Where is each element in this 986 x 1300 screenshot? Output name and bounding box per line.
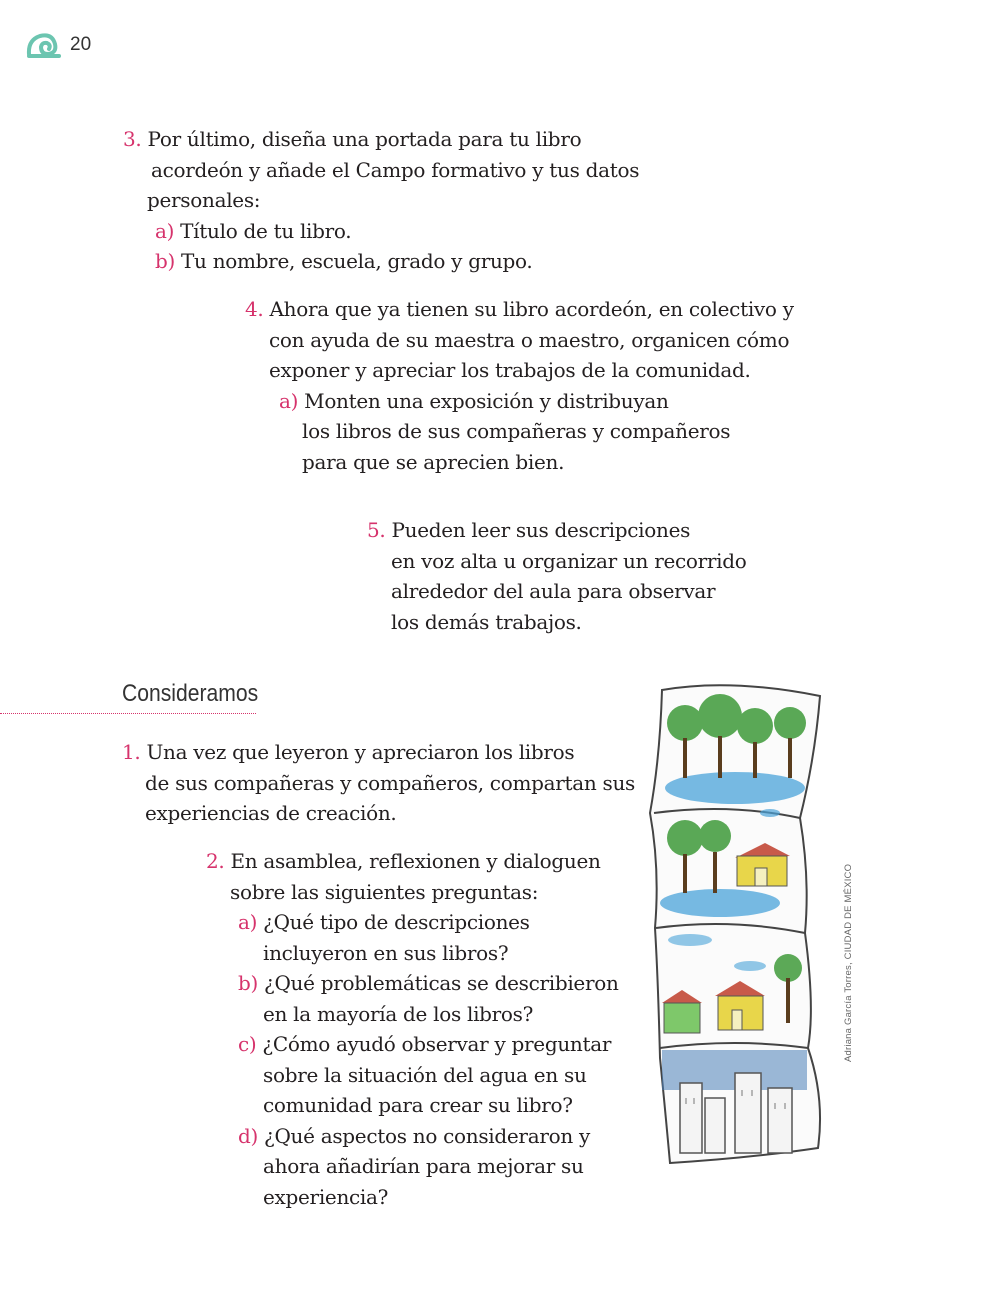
section-heading: Consideramos (122, 680, 259, 707)
item-number: 1. (122, 740, 141, 764)
sub-label: c) (238, 1032, 257, 1056)
text-line: ahora añadirían para mejorar su (263, 1154, 584, 1178)
page-number: 20 (70, 34, 92, 55)
sub-label: a) (279, 388, 299, 413)
heading-underline (0, 713, 256, 714)
instruction-item-5 (367, 515, 747, 637)
sub-label: a) (238, 910, 258, 934)
text-line: experiencia? (263, 1184, 389, 1209)
text-line: incluyeron en sus libros? (263, 940, 509, 965)
text-line: personales: (147, 188, 261, 212)
text-line: sobre las siguientes preguntas: (230, 879, 539, 904)
text-line: exponer y apreciar los trabajos de la comunidad. (269, 358, 751, 382)
sub-label: b) (238, 971, 259, 995)
sub-label: d) (238, 1123, 259, 1148)
text-line: para que se aprecien bien. (302, 449, 565, 474)
text-line: ¿Qué aspectos no consideraron y (264, 1123, 590, 1148)
text-line: en la mayoría de los libros? (263, 1001, 534, 1026)
illustration-credit: Adriana García Torres, CIUDAD DE MÉXICO (843, 863, 854, 1062)
text-line: Ahora que ya tienen su libro acordeón, en colectivo y (269, 297, 794, 321)
text-line: Tu nombre, escuela, grado y grupo. (181, 249, 533, 273)
text-line: experiencias de creación. (145, 801, 397, 825)
text-line: de sus compañeras y compañeros, compartan sus (145, 770, 636, 795)
text-line: sobre la situación del agua en su (263, 1062, 587, 1087)
text-line: Una vez que leyeron y apreciaron los libros (146, 740, 575, 764)
consideramos-item-2 (206, 846, 619, 1212)
text-line: ¿Qué tipo de descripciones (263, 910, 530, 934)
text-line: Título de tu libro. (180, 218, 352, 243)
item-number: 3. (123, 127, 142, 151)
text-line: En asamblea, reflexionen y dialoguen (230, 849, 601, 873)
instruction-item-4 (245, 294, 794, 477)
text-line: ¿Qué problemáticas se describieron (264, 971, 619, 995)
instruction-item-3 (123, 124, 639, 277)
text-line: alrededor del aula para observar (391, 579, 716, 603)
text-line: acordeón y añade el Campo formativo y tus datos (151, 157, 640, 182)
text-line: Pueden leer sus descripciones (391, 518, 691, 542)
accordion-book-drawing (640, 678, 840, 1178)
text-line: Por último, diseña una portada para tu libro (147, 127, 582, 151)
item-number: 5. (367, 518, 386, 542)
item-number: 2. (206, 849, 225, 873)
sub-label: b) (155, 249, 176, 273)
sub-label: a) (155, 218, 175, 243)
text-line: los libros de sus compañeras y compañeros (302, 419, 731, 443)
text-line: los demás trabajos. (391, 609, 582, 634)
text-line: comunidad para crear su libro? (263, 1093, 573, 1117)
text-line: Monten una exposición y distribuyan (304, 388, 669, 413)
text-line: en voz alta u organizar un recorrido (391, 548, 747, 573)
snail-logo-icon (26, 30, 62, 60)
text-line: con ayuda de su maestra o maestro, organicen cómo (269, 327, 790, 352)
text-line: ¿Cómo ayudó observar y preguntar (262, 1032, 612, 1056)
consideramos-item-1 (122, 737, 635, 829)
item-number: 4. (245, 297, 264, 321)
